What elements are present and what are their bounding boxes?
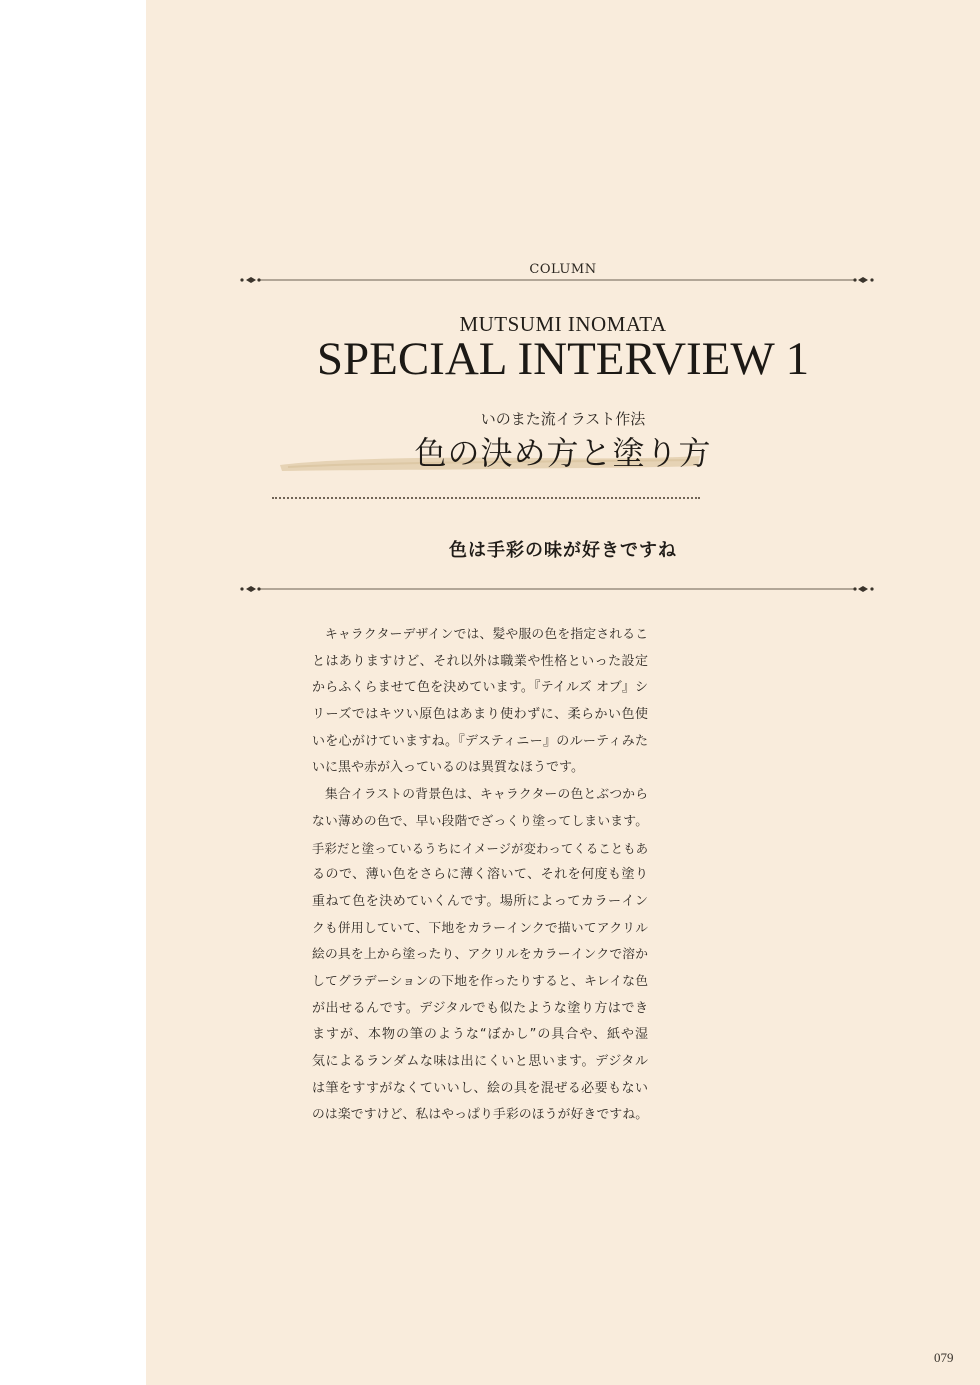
body-line: クも併用していて、下地をカラーインクで描いてアクリル <box>312 920 648 936</box>
body-line: 重ねて色を決めていくんです。場所によってカラーイン <box>312 893 648 909</box>
page-title: SPECIAL INTERVIEW 1 <box>316 333 810 385</box>
author-name: MUTSUMI INOMATA <box>459 312 667 336</box>
body-line: からふくらませて色を決めています。『テイルズ オブ』シ <box>312 680 648 696</box>
section-heading: 色は手彩の味が好きですね <box>449 540 677 561</box>
body-line: とはありますけど、それ以外は職業や性格といった設定 <box>312 653 648 669</box>
page <box>146 0 980 1385</box>
body-line: は筆をすすがなくていいし、絵の具を混ぜる必要もない <box>312 1080 648 1096</box>
body-line: 手彩だと塗っているうちにイメージが変わってくることもあ <box>312 841 648 856</box>
bottom-ornament-rule <box>238 583 876 595</box>
page-number: 079 <box>934 1350 954 1365</box>
body-line: のは楽ですけど、私はやっぱり手彩のほうが好きですね。 <box>312 1107 648 1123</box>
body-line: リーズではキツい原色はあまり使わずに、柔らかい色使 <box>312 707 648 723</box>
body-line: ますが、本物の筆のような“ぼかし”の具合や、紙や湿 <box>312 1027 648 1043</box>
body-line: 気によるランダムな味は出にくいと思います。デジタル <box>312 1054 648 1069</box>
dotted-divider <box>272 497 700 499</box>
subtitle-small: いのまた流イラスト作法 <box>480 410 646 428</box>
body-line: が出せるんです。デジタルでも似たような塗り方はでき <box>312 1000 648 1016</box>
body-line: 絵の具を上から塗ったり、アクリルをカラーインクで溶か <box>312 947 648 963</box>
body-line: いを心がけていますね。『デスティニー』のルーティみた <box>312 733 648 749</box>
body-line: るので、薄い色をさらに薄く溶いて、それを何度も塗り <box>312 867 648 883</box>
column-label: COLUMN <box>529 262 597 277</box>
body-line: ない薄めの色で、早い段階でざっくり塗ってしまいます。 <box>312 813 648 829</box>
body-line: 集合イラストの背景色は、キャラクターの色とぶつから <box>312 787 648 803</box>
body-line: してグラデーションの下地を作ったりすると、キレイな色 <box>312 973 648 989</box>
body-text <box>312 622 648 1129</box>
body-line: キャラクターデザインでは、髪や服の色を指定されるこ <box>312 627 648 642</box>
body-line: いに黒や赤が入っているのは異質なほうです。 <box>312 760 584 776</box>
subtitle-large: 色の決め方と塗り方 <box>414 434 712 472</box>
